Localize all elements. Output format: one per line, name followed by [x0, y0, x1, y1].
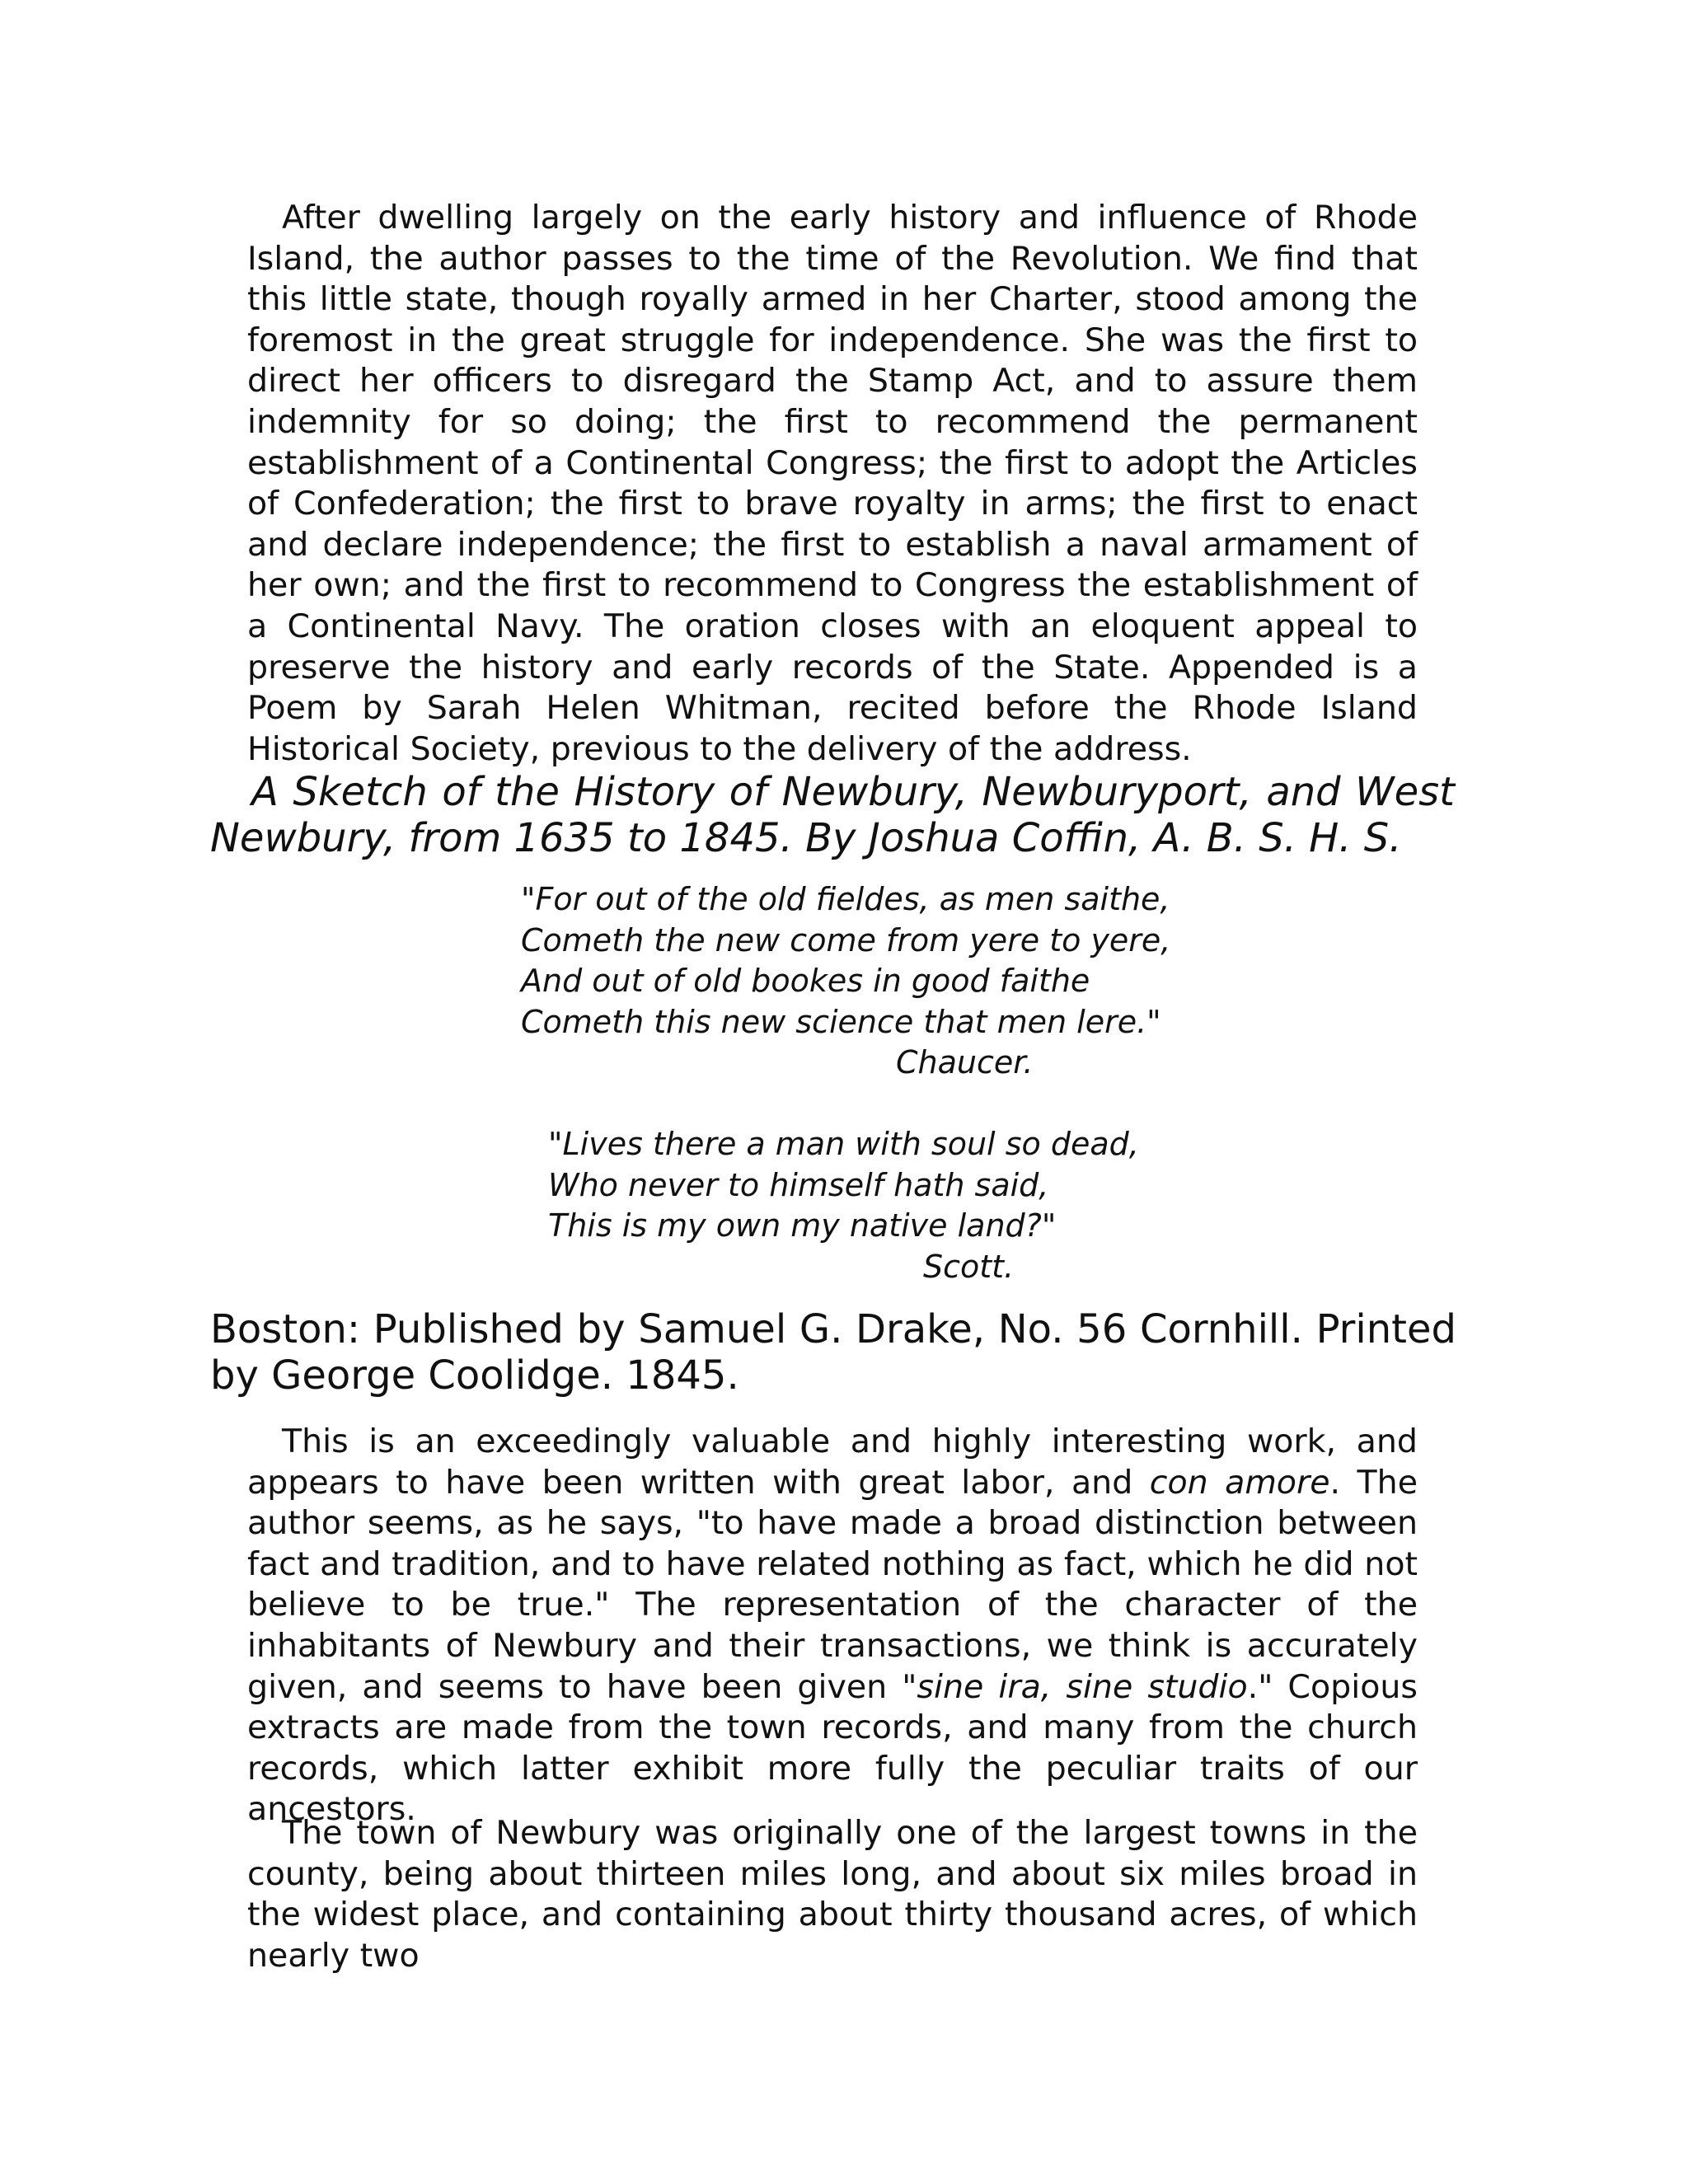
- epigraph-line: And out of old bookes in good faithe: [521, 963, 1090, 999]
- book-title: A Sketch of the History of Newbury, Newburyport, and West Newbury, from 1635 to 1845. By Joshua Coffin, A. B. S. H. S.: [210, 769, 1455, 861]
- open-quote: ": [521, 881, 536, 917]
- review-text: ." Copious extracts are made from the town records, and many from the church records, which latter exhibit more fully the peculiar traits of our ancestors.: [247, 1667, 1418, 1829]
- epigraph-line: [548, 1206, 1139, 1247]
- epigraph-chaucer: [521, 879, 1170, 1084]
- review-italic-phrase: sine ira, sine studio: [917, 1667, 1248, 1706]
- epigraph-line: [521, 1002, 1170, 1043]
- paragraph-review: [247, 1422, 1418, 1830]
- review-text: This is an exceedingly valuable and highly interesting work, and appears to have been written with great labor, and: [247, 1422, 1418, 1502]
- close-quote: ": [1146, 1003, 1161, 1040]
- publication-imprint: Boston: Published by Samuel G. Drake, No. 56 Cornhill. Printed by George Coolidge. 1845.: [210, 1306, 1456, 1399]
- review-text: . The author seems, as he says, "to have made a broad distinction between fact and tradition, and to have related nothing as fact, which he did not believe to be true." The representation of the character of the inhabitants of Newbury and their transactions, we think is accurately given, and seems to have been given ": [247, 1463, 1418, 1706]
- paragraph-newbury: The town of Newbury was originally one of the largest towns in the county, being about thirteen miles long, and about six miles broad in the widest place, and containing about thirty thousand acres, of which nearly two: [247, 1814, 1418, 1975]
- paragraph-rhode-island: After dwelling largely on the early history and influence of Rhode Island, the author passes to the time of the Revolution. We find that this little state, though royally armed in her Charter, stood among the foremost in the great struggle for independence. She was the first to direct her officers to disregard the Stamp Act, and to assure them indemnity for so doing; the first to recommend the permanent establishment of a Continental Congress; the first to adopt the Articles of Confederation; the first to brave royalty in arms; the first to enact and declare independence; the first to establish a naval armament of her own; and the first to recommend to Congress the establishment of a Continental Navy. The oration closes with an eloquent appeal to preserve the history and early records of the State. Appended is a Poem by Sarah Helen Whitman, recited before the Rhode Island Historical Society, previous to the delivery of the address.: [247, 199, 1418, 768]
- epigraph-line: [521, 879, 1170, 921]
- epigraph-line: [548, 1124, 1139, 1165]
- epigraph-line: Who never to himself hath said,: [548, 1166, 1049, 1203]
- epigraph-line: Cometh the new come from yere to yere,: [521, 921, 1171, 958]
- epigraph-attribution: Chaucer.: [896, 1044, 1034, 1080]
- close-quote: ": [1041, 1207, 1057, 1244]
- epigraph-attribution: Scott.: [923, 1248, 1015, 1285]
- epigraph-line-text: This is my own my native land?: [548, 1207, 1042, 1244]
- epigraph-line-text: Cometh this new science that men lere.: [521, 1003, 1147, 1040]
- epigraph-line-text: For out of the old fieldes, as men saithe,: [535, 881, 1170, 917]
- epigraph-scott: [548, 1124, 1139, 1287]
- review-italic-phrase: con amore: [1149, 1463, 1330, 1502]
- open-quote: ": [548, 1126, 563, 1162]
- epigraph-line-text: Lives there a man with soul so dead,: [562, 1126, 1139, 1162]
